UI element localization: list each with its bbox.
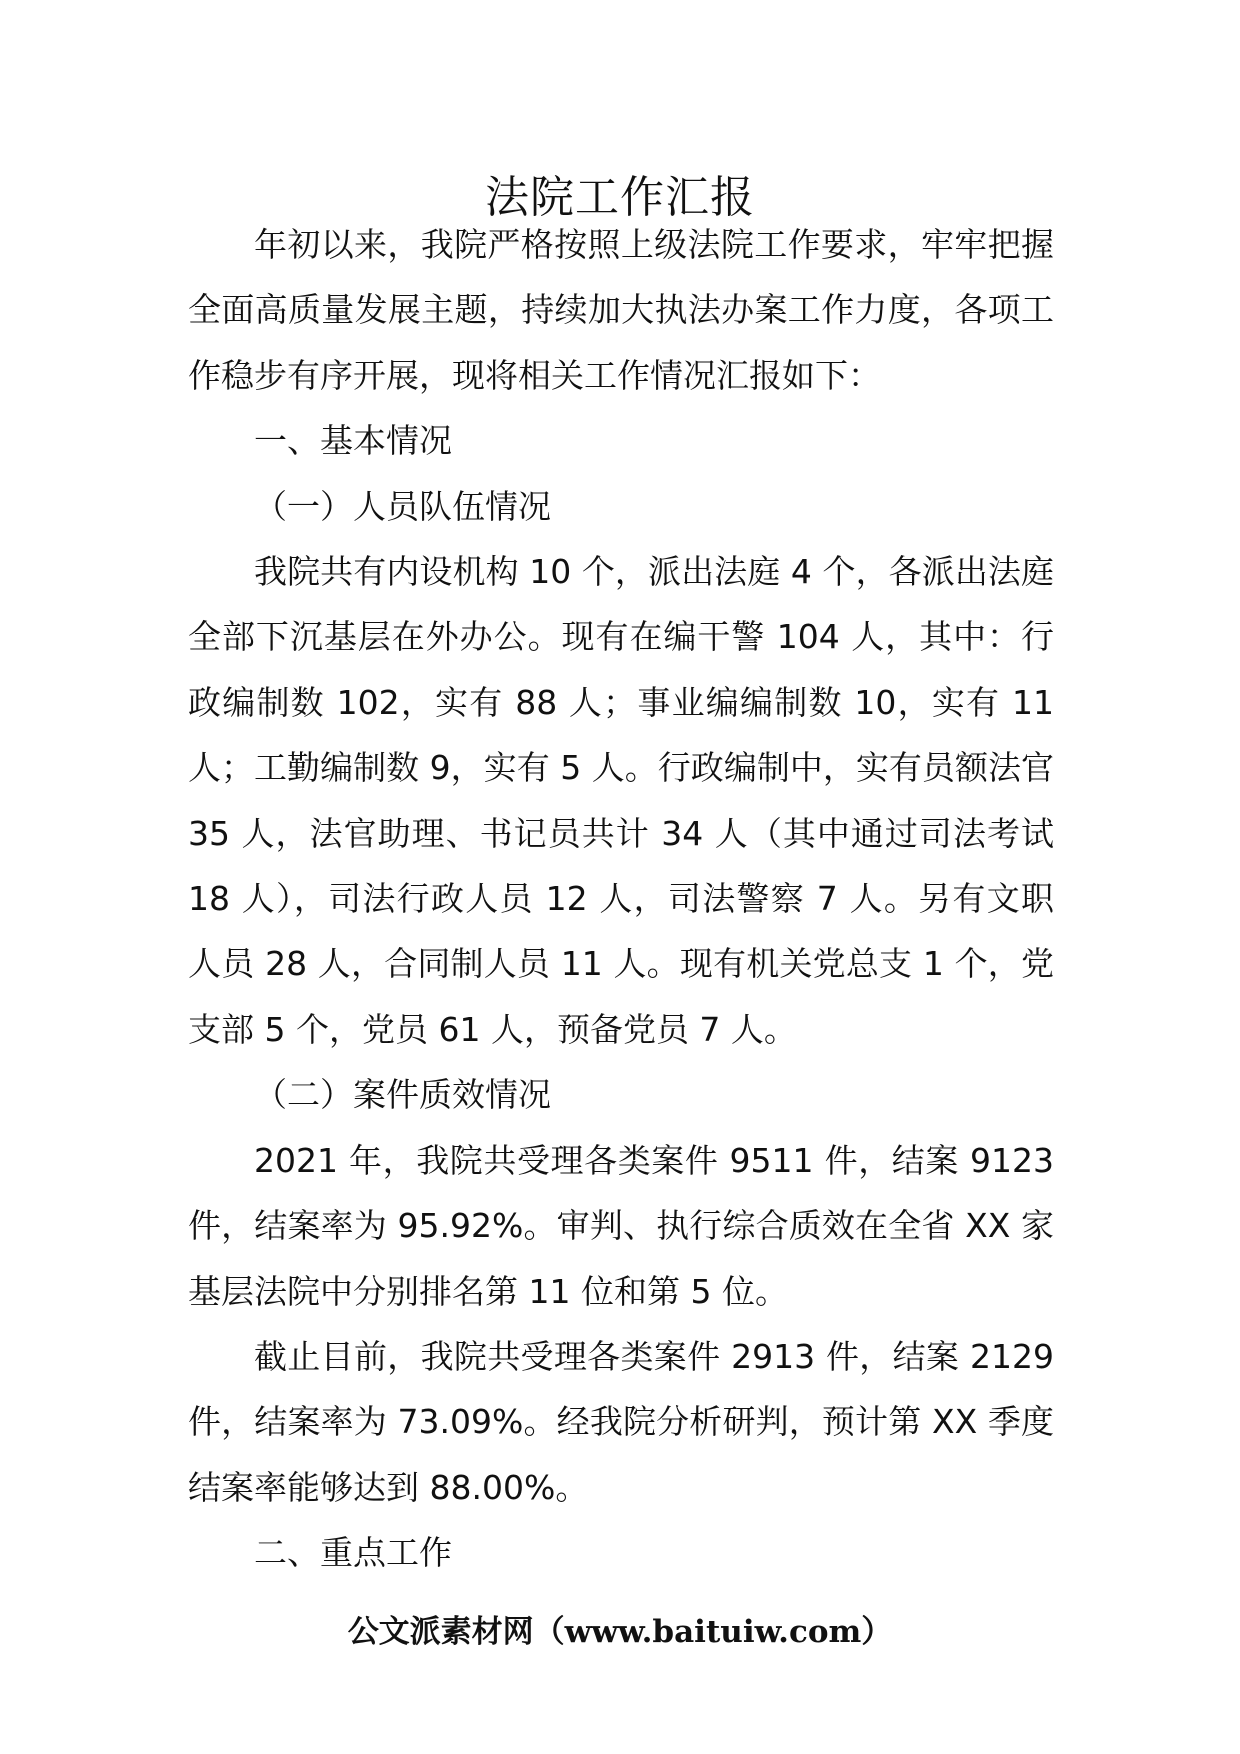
cases-2021-paragraph: 2021 年，我院共受理各类案件 9511 件，结案 9123 件，结案率为 95.92%。审判、执行综合质效在全省 XX 家基层法院中分别排名第 11 位和第 5 位。	[188, 1140, 1054, 1311]
document-body	[188, 212, 1054, 1586]
section-heading-key-work: 二、重点工作	[254, 1533, 452, 1573]
section-heading-basic: 一、基本情况	[254, 421, 452, 461]
footer-watermark: 公文派素材网（www.baituiw.com）	[347, 1614, 893, 1650]
cases-current-paragraph: 截止目前，我院共受理各类案件 2913 件，结案 2129 件，结案率为 73.09%。经我院分析研判，预计第 XX 季度结案率能够达到 88.00%。	[188, 1336, 1054, 1507]
document-title: 法院工作汇报	[485, 172, 755, 223]
subsection-heading-staff: （一）人员队伍情况	[254, 486, 551, 526]
subsection-heading-cases: （二）案件质效情况	[254, 1075, 551, 1115]
intro-paragraph: 年初以来，我院严格按照上级法院工作要求，牢牢把握全面高质量发展主题，持续加大执法办案工作力度，各项工作稳步有序开展，现将相关工作情况汇报如下：	[188, 225, 1054, 395]
staff-paragraph: 我院共有内设机构 10 个，派出法庭 4 个，各派出法庭全部下沉基层在外办公。现有在编干警 104 人，其中：行政编制数 102，实有 88 人；事业编编制数 10，实有 11 人；工勤编制数 9，实有 5 人。行政编制中，实有员额法官 35 人，法官助理、书记员共计 34 人（其中通过司法考试 18 人），司法行政人员 12 人，司法警察 7 人。另有文职人员 28 人，合同制人员 11 人。现有机关党总支 1 个，党支部 5 个，党员 61 人，预备党员 7 人。	[188, 552, 1054, 1049]
